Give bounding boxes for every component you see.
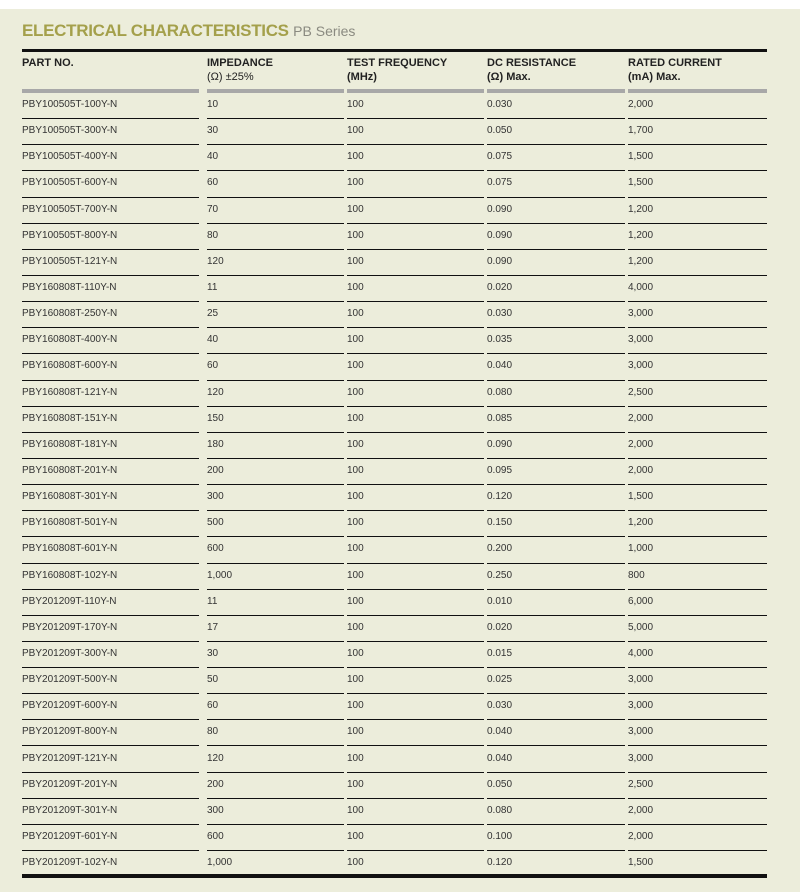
dc-resistance-cell: 0.090: [487, 224, 625, 250]
rated-current-cell: 1,200: [628, 198, 767, 224]
test-frequency-cell: 100: [347, 459, 484, 485]
test-frequency-cell: 100: [347, 799, 484, 825]
header-rated-current: RATED CURRENT (mA) Max.: [628, 57, 722, 83]
rated-current-cell: 2,000: [628, 93, 767, 119]
test-frequency-cell: 100: [347, 354, 484, 380]
title-series: PB Series: [293, 23, 356, 39]
rated-current-cell: 1,700: [628, 119, 767, 145]
impedance-cell: 10: [207, 93, 344, 119]
dc-resistance-cell: 0.090: [487, 433, 625, 459]
rated-current-cell: 1,200: [628, 224, 767, 250]
part-no-cell: PBY201209T-301Y-N: [22, 799, 199, 825]
test-frequency-cell: 100: [347, 720, 484, 746]
impedance-cell: 200: [207, 773, 344, 799]
rated-current-cell: 800: [628, 564, 767, 590]
impedance-cell: 40: [207, 145, 344, 171]
dc-resistance-cell: 0.020: [487, 276, 625, 302]
part-no-cell: PBY100505T-700Y-N: [22, 198, 199, 224]
dc-resistance-cell: 0.010: [487, 590, 625, 616]
part-no-cell: PBY201209T-170Y-N: [22, 616, 199, 642]
part-no-cell: PBY100505T-800Y-N: [22, 224, 199, 250]
part-no-cell: PBY160808T-181Y-N: [22, 433, 199, 459]
dc-resistance-cell: 0.040: [487, 720, 625, 746]
impedance-cell: 30: [207, 642, 344, 668]
impedance-cell: 1,000: [207, 564, 344, 590]
table-row: [0, 198, 800, 224]
header-part-no: PART NO.: [22, 57, 74, 69]
table-row: [0, 720, 800, 746]
rated-current-cell: 1,500: [628, 485, 767, 511]
dc-resistance-cell: 0.120: [487, 485, 625, 511]
table-row: [0, 537, 800, 563]
dc-resistance-cell: 0.200: [487, 537, 625, 563]
rated-current-cell: 3,000: [628, 747, 767, 773]
impedance-cell: 120: [207, 250, 344, 276]
dc-resistance-cell: 0.090: [487, 250, 625, 276]
table-row: [0, 773, 800, 799]
rated-current-cell: 3,000: [628, 668, 767, 694]
dc-resistance-cell: 0.035: [487, 328, 625, 354]
part-no-cell: PBY201209T-110Y-N: [22, 590, 199, 616]
dc-resistance-cell: 0.080: [487, 381, 625, 407]
rated-current-cell: 1,500: [628, 145, 767, 171]
test-frequency-cell: 100: [347, 381, 484, 407]
table-row: [0, 93, 800, 119]
table-row: [0, 250, 800, 276]
test-frequency-cell: 100: [347, 198, 484, 224]
impedance-cell: 60: [207, 354, 344, 380]
impedance-cell: 30: [207, 119, 344, 145]
rated-current-cell: 2,000: [628, 433, 767, 459]
table-row: [0, 171, 800, 197]
dc-resistance-cell: 0.030: [487, 302, 625, 328]
part-no-cell: PBY201209T-121Y-N: [22, 747, 199, 773]
rated-current-cell: 2,000: [628, 459, 767, 485]
part-no-cell: PBY160808T-400Y-N: [22, 328, 199, 354]
table-row: [0, 119, 800, 145]
dc-resistance-cell: 0.040: [487, 747, 625, 773]
impedance-cell: 11: [207, 276, 344, 302]
table-bottom-rule: [22, 874, 767, 878]
test-frequency-cell: 100: [347, 694, 484, 720]
dc-resistance-cell: 0.100: [487, 825, 625, 851]
section-title: [22, 21, 355, 41]
dc-resistance-cell: 0.050: [487, 773, 625, 799]
test-frequency-cell: 100: [347, 564, 484, 590]
test-frequency-cell: 100: [347, 145, 484, 171]
test-frequency-cell: 100: [347, 328, 484, 354]
table-row: [0, 564, 800, 590]
dc-resistance-cell: 0.030: [487, 694, 625, 720]
test-frequency-cell: 100: [347, 747, 484, 773]
dc-resistance-cell: 0.015: [487, 642, 625, 668]
test-frequency-cell: 100: [347, 857, 364, 869]
dc-resistance-cell: 0.250: [487, 564, 625, 590]
table-row: [0, 668, 800, 694]
header-dc-resistance: DC RESISTANCE (Ω) Max.: [487, 57, 577, 83]
test-frequency-cell: 100: [347, 616, 484, 642]
part-no-cell: PBY201209T-102Y-N: [22, 857, 118, 869]
table-row: [0, 747, 800, 773]
part-no-cell: PBY201209T-600Y-N: [22, 694, 199, 720]
table-row: [0, 433, 800, 459]
part-no-cell: PBY160808T-250Y-N: [22, 302, 199, 328]
dc-resistance-cell: 0.030: [487, 93, 625, 119]
rated-current-cell: 3,000: [628, 354, 767, 380]
rated-current-cell: 1,200: [628, 511, 767, 537]
test-frequency-cell: 100: [347, 250, 484, 276]
test-frequency-cell: 100: [347, 433, 484, 459]
impedance-cell: 200: [207, 459, 344, 485]
rated-current-cell: 4,000: [628, 276, 767, 302]
table-top-rule: [22, 49, 767, 52]
table-row: [0, 642, 800, 668]
table-row: [0, 354, 800, 380]
rated-current-cell: 1,200: [628, 250, 767, 276]
rated-current-cell: 3,000: [628, 720, 767, 746]
impedance-cell: 120: [207, 381, 344, 407]
test-frequency-cell: 100: [347, 773, 484, 799]
test-frequency-cell: 100: [347, 407, 484, 433]
dc-resistance-cell: 0.080: [487, 799, 625, 825]
test-frequency-cell: 100: [347, 302, 484, 328]
dc-resistance-cell: 0.090: [487, 198, 625, 224]
part-no-cell: PBY160808T-151Y-N: [22, 407, 199, 433]
part-no-cell: PBY160808T-601Y-N: [22, 537, 199, 563]
impedance-cell: 300: [207, 485, 344, 511]
part-no-cell: PBY201209T-800Y-N: [22, 720, 199, 746]
dc-resistance-cell: 0.020: [487, 616, 625, 642]
rated-current-cell: 3,000: [628, 328, 767, 354]
impedance-cell: 25: [207, 302, 344, 328]
part-no-cell: PBY160808T-301Y-N: [22, 485, 199, 511]
impedance-cell: 80: [207, 720, 344, 746]
part-no-cell: PBY100505T-400Y-N: [22, 145, 199, 171]
table-row: [0, 799, 800, 825]
table-row: [0, 145, 800, 171]
dc-resistance-cell: 0.095: [487, 459, 625, 485]
impedance-cell: 300: [207, 799, 344, 825]
test-frequency-cell: 100: [347, 668, 484, 694]
part-no-cell: PBY160808T-600Y-N: [22, 354, 199, 380]
rated-current-cell: 3,000: [628, 302, 767, 328]
rated-current-cell: 5,000: [628, 616, 767, 642]
table-row: [0, 825, 800, 851]
dc-resistance-cell: 0.050: [487, 119, 625, 145]
impedance-cell: 70: [207, 198, 344, 224]
test-frequency-cell: 100: [347, 511, 484, 537]
part-no-cell: PBY160808T-201Y-N: [22, 459, 199, 485]
table-row: [0, 328, 800, 354]
impedance-cell: 60: [207, 171, 344, 197]
table-row: [0, 302, 800, 328]
impedance-cell: 80: [207, 224, 344, 250]
header-test-frequency: TEST FREQUENCY (MHz): [347, 57, 448, 83]
test-frequency-cell: 100: [347, 485, 484, 511]
impedance-cell: 11: [207, 590, 344, 616]
table-row: [0, 407, 800, 433]
rated-current-cell: 1,500: [628, 857, 654, 869]
dc-resistance-cell: 0.085: [487, 407, 625, 433]
dc-resistance-cell: 0.025: [487, 668, 625, 694]
impedance-cell: 500: [207, 511, 344, 537]
dc-resistance-cell: 0.150: [487, 511, 625, 537]
impedance-cell: 60: [207, 694, 344, 720]
part-no-cell: PBY201209T-201Y-N: [22, 773, 199, 799]
rated-current-cell: 2,000: [628, 825, 767, 851]
impedance-cell: 600: [207, 537, 344, 563]
header-impedance: IMPEDANCE (Ω) ±25%: [207, 57, 274, 83]
table-row: [0, 459, 800, 485]
part-no-cell: PBY160808T-110Y-N: [22, 276, 199, 302]
rated-current-cell: 2,000: [628, 407, 767, 433]
rated-current-cell: 2,500: [628, 381, 767, 407]
part-no-cell: PBY100505T-600Y-N: [22, 171, 199, 197]
rated-current-cell: 1,500: [628, 171, 767, 197]
test-frequency-cell: 100: [347, 276, 484, 302]
test-frequency-cell: 100: [347, 825, 484, 851]
rated-current-cell: 3,000: [628, 694, 767, 720]
test-frequency-cell: 100: [347, 537, 484, 563]
test-frequency-cell: 100: [347, 642, 484, 668]
test-frequency-cell: 100: [347, 590, 484, 616]
part-no-cell: PBY100505T-121Y-N: [22, 250, 199, 276]
test-frequency-cell: 100: [347, 224, 484, 250]
rated-current-cell: 4,000: [628, 642, 767, 668]
table-row: [0, 224, 800, 250]
part-no-cell: PBY160808T-501Y-N: [22, 511, 199, 537]
rated-current-cell: 1,000: [628, 537, 767, 563]
impedance-cell: 1,000: [207, 857, 233, 869]
impedance-cell: 150: [207, 407, 344, 433]
table-row: [0, 485, 800, 511]
dc-resistance-cell: 0.040: [487, 354, 625, 380]
table-row: [0, 511, 800, 537]
rated-current-cell: 2,000: [628, 799, 767, 825]
table-row: [0, 276, 800, 302]
table-row: [0, 381, 800, 407]
test-frequency-cell: 100: [347, 119, 484, 145]
test-frequency-cell: 100: [347, 93, 484, 119]
impedance-cell: 120: [207, 747, 344, 773]
table-row: [0, 694, 800, 720]
dc-resistance-cell: 0.075: [487, 145, 625, 171]
test-frequency-cell: 100: [347, 171, 484, 197]
title-main: ELECTRICAL CHARACTERISTICS: [22, 21, 289, 40]
part-no-cell: PBY100505T-300Y-N: [22, 119, 199, 145]
dc-resistance-cell: 0.120: [487, 857, 513, 869]
part-no-cell: PBY100505T-100Y-N: [22, 93, 199, 119]
table-row: [0, 616, 800, 642]
impedance-cell: 180: [207, 433, 344, 459]
part-no-cell: PBY201209T-500Y-N: [22, 668, 199, 694]
impedance-cell: 50: [207, 668, 344, 694]
part-no-cell: PBY160808T-121Y-N: [22, 381, 199, 407]
impedance-cell: 17: [207, 616, 344, 642]
impedance-cell: 600: [207, 825, 344, 851]
rated-current-cell: 6,000: [628, 590, 767, 616]
impedance-cell: 40: [207, 328, 344, 354]
rated-current-cell: 2,500: [628, 773, 767, 799]
part-no-cell: PBY160808T-102Y-N: [22, 564, 199, 590]
table-row: [0, 590, 800, 616]
part-no-cell: PBY201209T-300Y-N: [22, 642, 199, 668]
dc-resistance-cell: 0.075: [487, 171, 625, 197]
part-no-cell: PBY201209T-601Y-N: [22, 825, 199, 851]
